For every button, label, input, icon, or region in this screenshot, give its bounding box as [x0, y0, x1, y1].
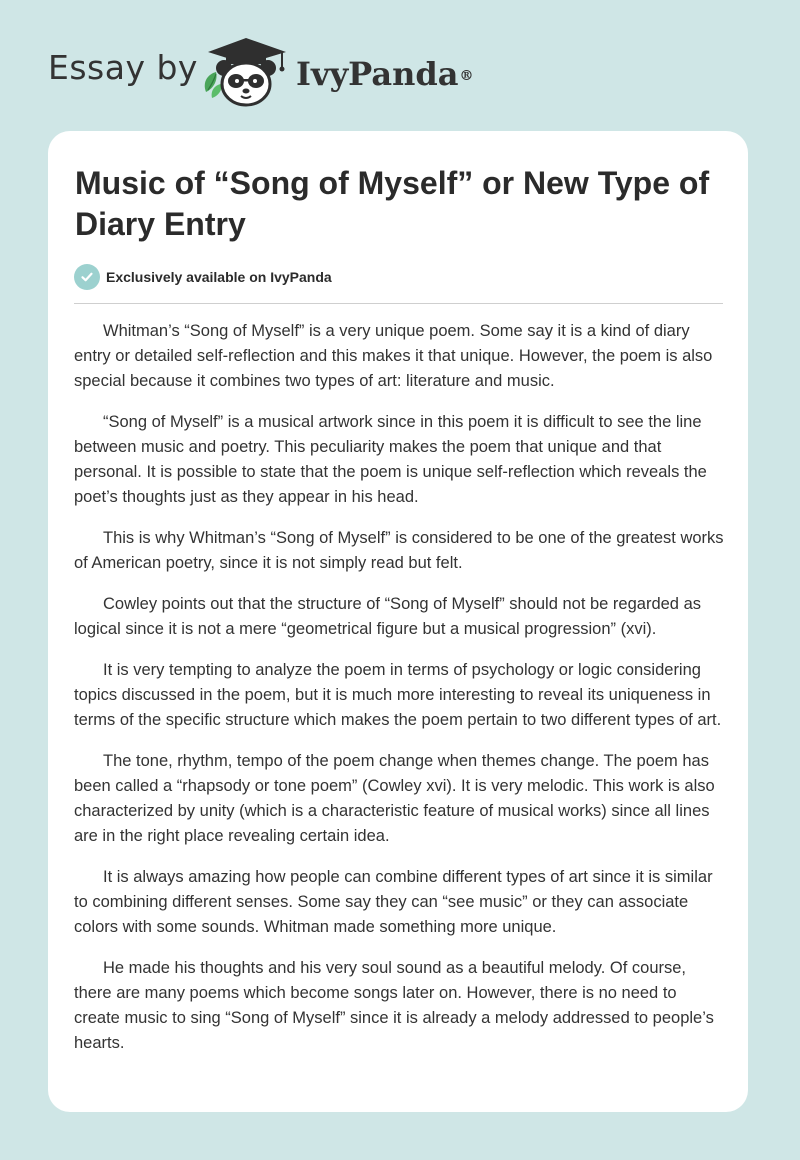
paragraph: Whitman’s “Song of Myself” is a very unique poem. Some say it is a kind of diary entry or detailed self-reflection and this makes it that unique. However, the poem is also special because it combines two types of art: literature and music. — [74, 322, 713, 390]
essay-body — [74, 319, 726, 1072]
essay-card — [48, 131, 748, 1112]
badge-label: Exclusively available on IvyPanda — [106, 269, 332, 285]
paragraph: He made his thoughts and his very soul sound as a beautiful melody. Of course, there are many poems which become songs later on. However, there is no need to create music to sing “Song of Myself” since it is already a melody addressed to people’s hearts. — [74, 959, 714, 1052]
paragraph: The tone, rhythm, tempo of the poem change when themes change. The poem has been called a “rhapsody or tone poem” (Cowley xvi). It is very melodic. This work is also characterized by unity (which is a characteristic feature of musical works) since all lines are in the right place revealing certain idea. — [74, 752, 715, 845]
paragraph: This is why Whitman’s “Song of Myself” is considered to be one of the greatest works of American poetry, since it is not simply read but felt. — [74, 529, 724, 572]
exclusive-badge — [74, 264, 332, 290]
panda-logo-icon[interactable] — [200, 36, 292, 108]
check-icon — [74, 264, 100, 290]
essay-title: Music of “Song of Myself” or New Type of Diary Entry — [75, 165, 710, 242]
site-header — [0, 0, 800, 130]
paragraph: “Song of Myself” is a musical artwork since in this poem it is difficult to see the line between music and poetry. This peculiarity makes the poem that unique and that personal. It is possible to state that the poem is unique self-reflection which reveals the poet’s thoughts just as they appear in his head. — [74, 413, 707, 506]
brand-text: IvyPanda — [296, 55, 459, 93]
registered-mark: ® — [459, 68, 474, 84]
divider — [74, 303, 723, 304]
paragraph: It is very tempting to analyze the poem in terms of psychology or logic considering topics discussed in the poem, but it is much more interesting to reveal its uniqueness in terms of the specific structure which makes the poem pertain to two different types of art. — [74, 661, 722, 729]
essay-by-label: Essay by — [48, 48, 198, 87]
paragraph: It is always amazing how people can combine different types of art since it is similar to combining different senses. Some say they can “see music” or they can associate colors with some sounds. Whitman made something more unique. — [74, 868, 713, 936]
paragraph: Cowley points out that the structure of “Song of Myself” should not be regarded as logical since it is not a mere “geometrical figure but a musical progression” (xvi). — [74, 595, 701, 638]
brand-name[interactable] — [296, 54, 473, 94]
